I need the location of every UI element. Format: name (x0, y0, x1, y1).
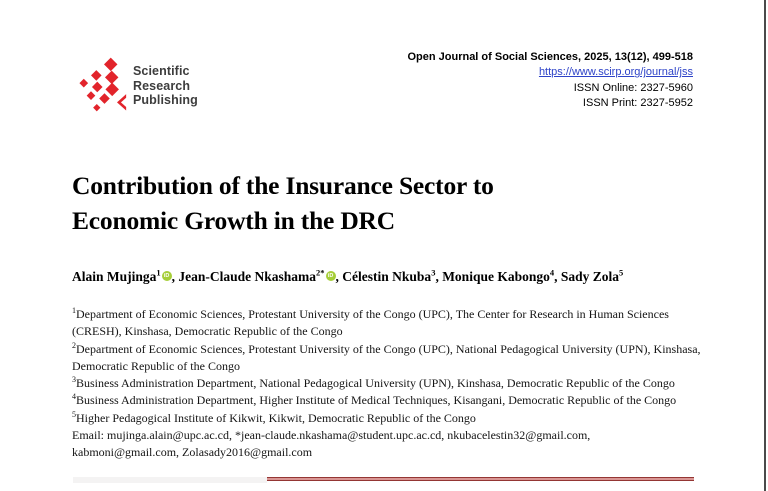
affiliation-line: $^5$Higher Pedagogical Institute of Kikwit, Kikwit, Democratic Republic of the Congo (72, 409, 476, 425)
issn-online: ISSN Online: 2327-5960 (573, 81, 693, 94)
author: Alain Mujinga$^1$ iD , (72, 267, 179, 284)
author: Célestin Nkuba$^3$, (342, 267, 443, 284)
journal-citation: Open Journal of Social Sciences, 2025, 13(12), 499-518 (407, 51, 693, 63)
publisher-name-line: Publishing (133, 93, 198, 108)
affiliation-line: $^2$Department of Economic Sciences, Protestant University of the Congo (UPC), National Pedagogical University (UPN), Kinshasa, (72, 340, 701, 356)
paper-title-line1: Contribution of the Insurance Sector to (72, 171, 494, 200)
author-superscript: 1 (156, 267, 161, 278)
publisher-name-line: Scientific (133, 64, 190, 78)
author-line (72, 269, 623, 285)
email-line: Email: mujinga.alain@upc.ac.cd, *jean-claude.nkashama@student.upc.ac.cd, nkubacelestin32@gmail.com, (72, 428, 591, 443)
publisher-name (133, 64, 198, 108)
author-separator: , (171, 269, 179, 284)
orcid-icon[interactable]: iD (162, 271, 172, 281)
author-separator: , (435, 269, 443, 284)
issn-print: ISSN Print: 2327-5952 (582, 97, 693, 110)
journal-url-link[interactable]: https://www.scirp.org/journal/jss (538, 66, 693, 79)
author-separator: , (335, 269, 343, 284)
orcid-icon[interactable]: iD (326, 271, 336, 281)
scirp-logo (78, 56, 288, 118)
affiliations-block (72, 306, 701, 462)
email-line: kabmoni@gmail.com, Zolasady2016@gmail.com (72, 445, 313, 460)
scirp-logo-icon (78, 56, 130, 116)
citation-box-top-edge (73, 477, 267, 483)
affiliation-line: (CRESH), Kinshasa, Democratic Republic of the Congo (72, 324, 343, 339)
author: Monique Kabongo$^4$, (442, 267, 561, 284)
author: Jean-Claude Nkashama$^{2*}$ iD , (178, 267, 343, 284)
affiliation-line: $^4$Business Administration Department, Higher Institute of Medical Techniques, Kisangani, Democratic Republic of the Congo (72, 392, 677, 408)
affiliation-line: Democratic Republic of the Congo (72, 358, 240, 373)
author-superscript: 3 (431, 267, 436, 278)
author-superscript: 5 (619, 267, 624, 278)
paper-title-line2: Economic Growth in the DRC (72, 206, 395, 235)
page-edge-line (764, 0, 766, 491)
affiliation-line: $^3$Business Administration Department, National Pedagogical University (UPN), Kinshasa, Democratic Republic of the Congo (72, 375, 675, 391)
author-separator: , (554, 269, 561, 284)
journal-info (407, 50, 693, 112)
affiliation-line: $^1$Department of Economic Sciences, Protestant University of the Congo (UPC), The Center for Research in Human Sciences (72, 306, 669, 321)
author-superscript: 4 (549, 267, 555, 278)
author: Sady Zola$^5$ (560, 267, 624, 284)
footer-double-rule (267, 477, 694, 481)
author-superscript: 2* (316, 267, 325, 278)
paper-title (72, 168, 494, 238)
publisher-name-line: Research (133, 78, 191, 93)
